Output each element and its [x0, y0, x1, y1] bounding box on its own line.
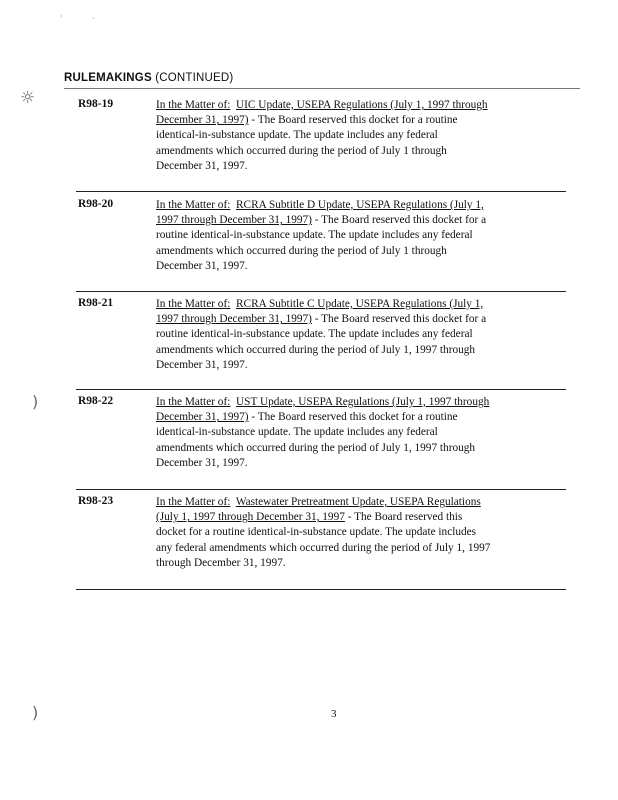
- section-heading-title: RULEMAKINGS: [64, 72, 152, 84]
- entry-description: - The Board reserved this docket for a routine identical-in-substance update. The update includes any federal amendments which occurred during the period of July 1, 1997 through December 31, 1997.: [156, 411, 476, 469]
- scan-speck-mark: ·: [60, 12, 63, 21]
- docket-number: R98-23: [78, 495, 114, 507]
- section-heading: [64, 72, 233, 84]
- entry-body: [156, 98, 494, 174]
- entry-body: [156, 495, 494, 571]
- punch-hole-mark: ☼: [20, 88, 36, 108]
- entry-body: [156, 198, 494, 274]
- entry-description: - The Board reserved this docket for a routine identical-in-substance update. The update includes any federal amendments which occurred during the period of July 1, 1997 through December 31, 1997.: [156, 511, 491, 569]
- entry-separator: [76, 489, 566, 490]
- matter-title: RCRA Subtitle D Update, USEPA Regulations (July 1, 1997 through December 31, 1997): [156, 199, 484, 227]
- entry-body: [156, 297, 494, 373]
- entry-description: - The Board reserved this docket for a routine identical-in-substance update. The update includes any federal amendments which occurred during the period of July 1, 1997 through December 31, 1997.: [156, 313, 487, 371]
- docket-number: R98-21: [78, 297, 114, 309]
- docket-number: R98-22: [78, 395, 114, 407]
- matter-title: Wastewater Pretreatment Update, USEPA Regulations (July 1, 1997 through December 31, 1997: [156, 496, 481, 524]
- matter-prefix: In the Matter of:: [156, 396, 231, 408]
- docket-number: R98-19: [78, 98, 114, 110]
- entry-body: [156, 395, 494, 471]
- scan-speck-mark: ·: [92, 14, 95, 23]
- entry-separator: [76, 191, 566, 192]
- entry-separator: [76, 291, 566, 292]
- entry-description: - The Board reserved this docket for a routine identical-in-substance update. The update includes any federal amendments which occurred during the period of July 1 through December 31, 1997.: [156, 214, 487, 272]
- entry-description: - The Board reserved this docket for a routine identical-in-substance update. The update includes any federal amendments which occurred during the period of July 1 through December 31, 1997.: [156, 114, 458, 172]
- matter-title: RCRA Subtitle C Update, USEPA Regulations (July 1, 1997 through December 31, 1997): [156, 298, 484, 326]
- scan-bracket-mark: ): [32, 703, 39, 722]
- matter-title: UST Update, USEPA Regulations (July 1, 1997 through December 31, 1997): [156, 396, 490, 424]
- docket-number: R98-20: [78, 198, 114, 210]
- heading-underline: [64, 88, 580, 89]
- matter-prefix: In the Matter of:: [156, 99, 231, 111]
- matter-title: UIC Update, USEPA Regulations (July 1, 1997 through December 31, 1997): [156, 99, 488, 127]
- page-number: 3: [331, 708, 337, 720]
- matter-prefix: In the Matter of:: [156, 496, 231, 508]
- matter-prefix: In the Matter of:: [156, 199, 231, 211]
- section-heading-suffix: (CONTINUED): [155, 72, 234, 84]
- scan-bracket-mark: ): [32, 392, 39, 411]
- entry-separator: [76, 589, 566, 590]
- entry-separator: [76, 389, 566, 390]
- matter-prefix: In the Matter of:: [156, 298, 231, 310]
